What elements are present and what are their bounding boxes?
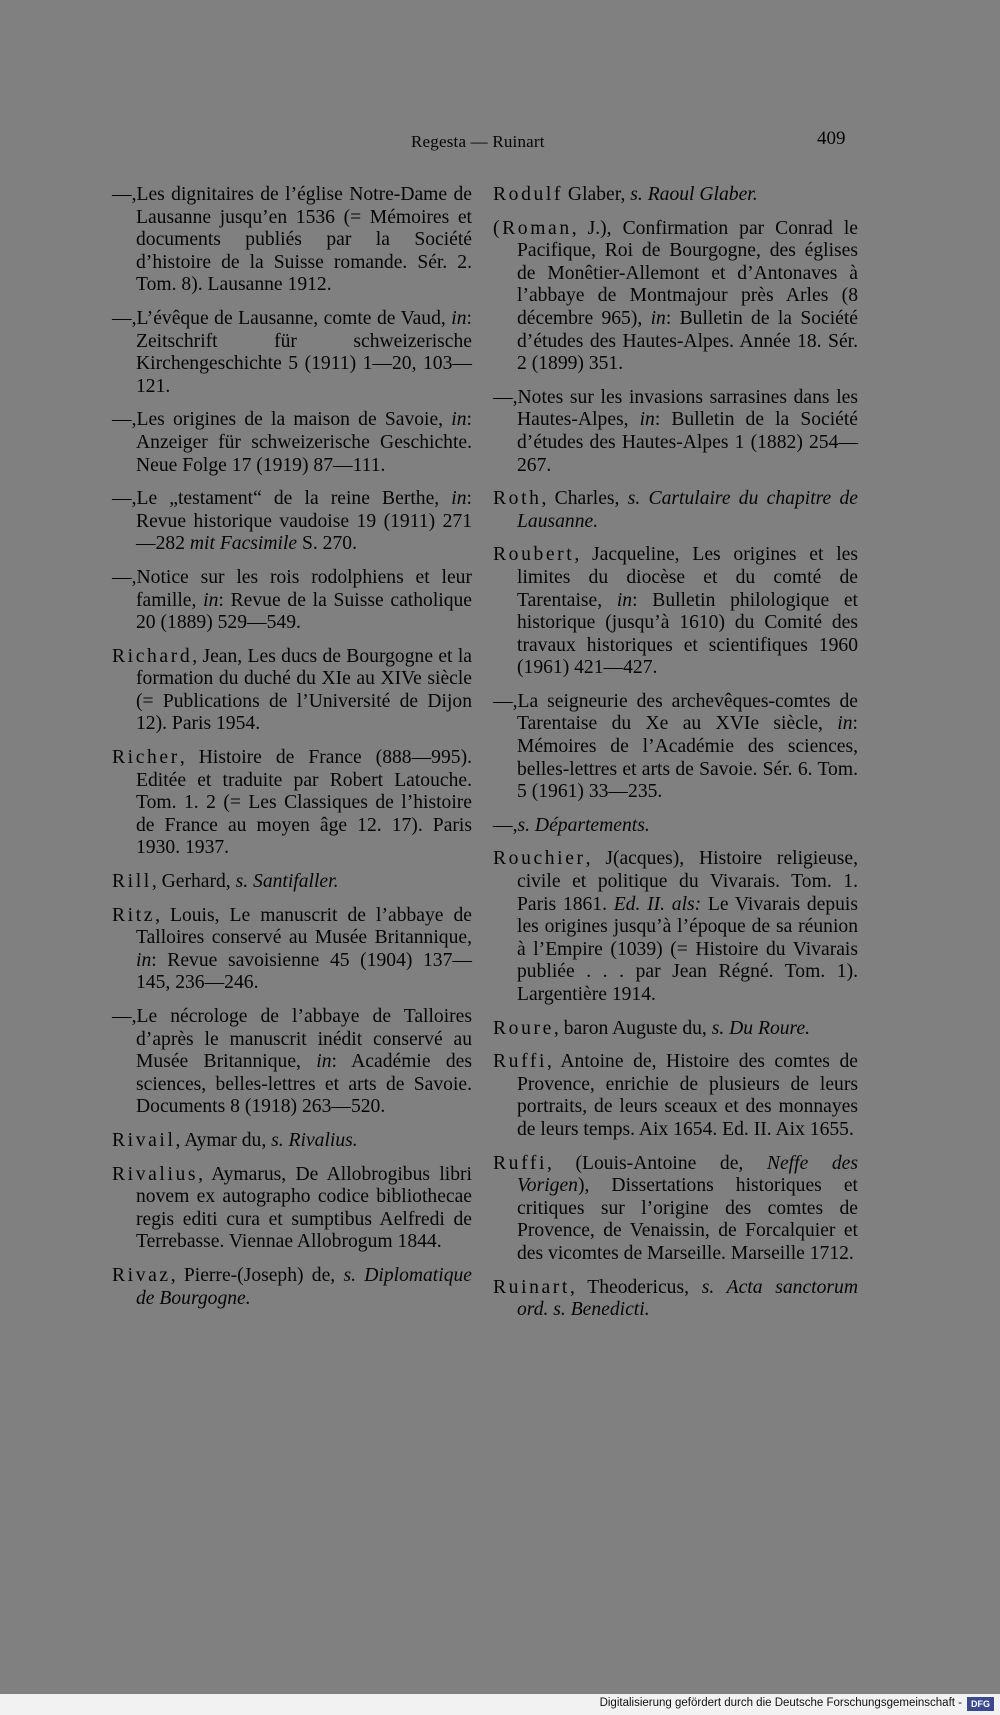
entry-text-italic: in xyxy=(616,589,633,611)
running-head: Regesta — Ruinart xyxy=(411,132,545,151)
entry-text: Le „testament“ de la reine Berthe, xyxy=(136,488,452,510)
entry-text-italic: in xyxy=(451,409,467,431)
entry-author: Roth xyxy=(493,488,542,510)
bibliography-entry xyxy=(112,567,472,635)
entry-text-italic: in xyxy=(451,488,467,510)
entry-text-italic: in xyxy=(650,307,666,329)
entry-author: Rodulf xyxy=(493,184,564,205)
entry-text: ), Dissertations historiques et critiques sur l’origine des comtes de Provence, de Venaissin, de Forcalquier et des vicomtes de Marseille. Marseille 1712. xyxy=(517,1175,858,1264)
entry-author: Ruffi xyxy=(493,1051,548,1073)
bibliography-entry xyxy=(493,1018,858,1041)
entry-text: , Jacqueline, Les origines et les limites du diocèse et du comté de Tarentaise, xyxy=(517,544,858,611)
entry-ditto-dash: —, xyxy=(112,566,137,588)
bibliography-entry xyxy=(112,488,472,556)
entry-text: , (Louis-Antoine de, xyxy=(547,1152,767,1174)
entry-text: , Theodericus, xyxy=(569,1276,702,1298)
bibliography-entry xyxy=(112,1006,472,1119)
entry-author: Richer xyxy=(112,747,180,769)
bibliography-entry xyxy=(493,1051,858,1141)
entry-author: (Roman xyxy=(493,217,572,239)
entry-text-italic: s. Raoul Glaber. xyxy=(630,184,758,205)
entry-ditto-dash: —, xyxy=(112,307,137,329)
entry-ditto-dash: —, xyxy=(493,386,518,408)
entry-text-italic: in xyxy=(203,589,219,611)
bibliography-entry xyxy=(112,308,472,398)
entry-text-italic: in xyxy=(451,307,467,329)
entry-author: Roubert xyxy=(493,544,575,566)
entry-ditto-dash: —, xyxy=(493,814,518,836)
entry-text-italic: Neffe des Vorigen xyxy=(517,1152,858,1197)
entry-text-italic: s. Cartulaire du chapitre de Lausanne. xyxy=(517,488,858,532)
bibliography-entry xyxy=(112,184,472,297)
footer-bar xyxy=(0,1694,1000,1715)
entry-text: Les dignitaires de l’église Notre-Dame de Lausanne jusqu’en 1536 (= Mémoires et documents publiés par la Société d’histoire de la Suisse romande. Sér. 2. Tom. 8). Lausanne 1912. xyxy=(136,184,472,296)
bibliography-entry xyxy=(493,218,858,376)
entry-text: , baron Auguste du, xyxy=(553,1017,712,1039)
dfg-logo: DFG xyxy=(967,1697,994,1711)
entry-text: : Académie des sciences, belles-lettres et arts de Savoie. Documents 8 (1918) 263—520. xyxy=(136,1051,472,1118)
entry-author: Ruffi xyxy=(493,1152,548,1174)
entry-text-italic: s. Diplomatique de Bourgogne. xyxy=(136,1264,472,1309)
entry-text: , Aymarus, De Allobrogibus libri novem ex autographo codice bibliothecae regis editi cura et sumptibus Aelfredi de Terrebasse. Viennae Allobrogum 1844. xyxy=(136,1163,472,1253)
bibliography-entry xyxy=(493,691,858,804)
entry-author: Roure xyxy=(493,1017,554,1039)
entry-author: Ritz xyxy=(112,904,156,926)
entry-text: , Jean, Les ducs de Bourgogne et la formation du duché du XIe au XIVe siècle (= Publications de l’Université de Dijon 12). Paris 1954. xyxy=(136,645,472,735)
bibliography-entry xyxy=(112,871,472,894)
entry-author: Rivaz xyxy=(112,1264,171,1286)
entry-text: , J.), Confirmation par Conrad le Pacifique, Roi de Bourgogne, des églises de Monêtier-Allemont et d’Antonaves à l’abbaye de Montmajour près Arles (8 décembre 965), xyxy=(517,217,858,329)
entry-author: Rouchier xyxy=(493,848,586,870)
entry-text-italic: s. Départements. xyxy=(517,814,650,836)
bibliography-entry xyxy=(493,488,858,533)
bibliography-entry xyxy=(112,1265,472,1310)
entry-text: Le Vivarais depuis les origines jusqu’à l’époque de sa réunion à l’Empire (1039) (= Histoire du Vivarais publiée . . . par Jean Régné. Tom. 1). Largentière 1914. xyxy=(517,893,858,1005)
entry-text-italic: in xyxy=(136,949,152,971)
entry-text-italic: Ed. II. als: xyxy=(613,893,702,915)
entry-text: : Revue savoisienne 45 (1904) 137—145, 236—246. xyxy=(136,949,472,994)
entry-text: : Mémoires de l’Académie des sciences, belles-lettres et arts de Savoie. Sér. 6. Tom. 5 (1961) 33—235. xyxy=(517,713,858,803)
entry-ditto-dash: —, xyxy=(112,488,137,510)
entry-text-italic: s. Du Roure. xyxy=(711,1017,811,1039)
entry-text: Notes sur les invasions sarrasines dans les Hautes-Alpes, xyxy=(517,386,858,431)
entry-text-italic: mit Facsimile xyxy=(189,533,298,555)
entry-text: , Gerhard, xyxy=(151,871,236,893)
entry-ditto-dash: —, xyxy=(112,184,137,205)
entry-text: Les origines de la maison de Savoie, xyxy=(136,409,452,431)
entry-text: S. 270. xyxy=(297,533,357,555)
bibliography-entry xyxy=(112,905,472,995)
bibliography-entry xyxy=(493,544,858,680)
bibliography-entry xyxy=(112,409,472,477)
entry-text-italic: in xyxy=(837,713,853,735)
entry-author: Rill xyxy=(112,871,152,893)
bibliography-entry xyxy=(112,747,472,860)
left-column xyxy=(112,184,472,1321)
entry-text: L’évêque de Lausanne, comte de Vaud, xyxy=(136,307,452,329)
bibliography-entry xyxy=(493,184,858,207)
entry-author: Rivail xyxy=(112,1129,176,1151)
entry-text: , Charles, xyxy=(541,488,628,510)
entry-ditto-dash: —, xyxy=(112,1006,137,1027)
right-column xyxy=(493,184,858,1333)
entry-text-italic: in xyxy=(316,1051,332,1073)
entry-text: : Bulletin philologique et historique (jusqu’à 1610) du Comité des travaux historiques et scientifiques 1960 (1961) 421—427. xyxy=(517,589,858,679)
entry-text-italic: s. Acta sanctorum ord. s. Benedicti. xyxy=(517,1276,858,1321)
footer-credit: Digitalisierung gefördert durch die Deutsche Forschungsgemeinschaft - xyxy=(599,1697,962,1709)
entry-text: , Pierre-(Joseph) de, xyxy=(170,1264,344,1286)
bibliography-entry xyxy=(493,387,858,477)
entry-text: : Revue de la Suisse catholique 20 (1889) 529—549. xyxy=(136,589,472,634)
bibliography-entry xyxy=(112,1130,472,1153)
bibliography-entry xyxy=(112,1164,472,1254)
entry-text: Glaber, xyxy=(563,184,631,205)
bibliography-entry xyxy=(112,646,472,736)
entry-text: : Bulletin de la Société d’études des Hautes-Alpes. Année 18. Sér. 2 (1899) 351. xyxy=(517,307,858,375)
page-header xyxy=(0,128,1000,158)
entry-text: , Aymar du, xyxy=(175,1129,272,1151)
bibliography-entry xyxy=(493,1277,858,1322)
entry-text: : Anzeiger für schweizerische Geschichte. Neue Folge 17 (1919) 87—111. xyxy=(136,409,472,476)
entry-author: Richard xyxy=(112,645,193,667)
entry-text: La seigneurie des archevêques-comtes de Tarentaise du Xe au XVIe siècle, xyxy=(517,690,858,735)
page-number: 409 xyxy=(817,128,846,149)
entry-text-italic: in xyxy=(639,409,655,431)
entry-text: Notice sur les rois rodolphiens et leur famille, xyxy=(136,566,472,611)
entry-ditto-dash: —, xyxy=(112,409,137,431)
entry-author: Rivalius xyxy=(112,1163,199,1185)
entry-text: : Bulletin de la Société d’études des Hautes-Alpes 1 (1882) 254—267. xyxy=(517,409,858,476)
entry-text-italic: s. Rivalius. xyxy=(271,1129,358,1151)
entry-text: , Histoire de France (888—995). Editée et traduite par Robert Latouche. Tom. 1. 2 (= Les Classiques de l’histoire de France au moyen âge 12. 17). Paris 1930. 1937. xyxy=(136,747,472,859)
entry-ditto-dash: —, xyxy=(493,690,518,712)
entry-text: : Revue historique vaudoise 19 (1911) 271—282 xyxy=(136,488,472,555)
entry-text: , J(acques), Histoire religieuse, civile et politique du Vivarais. Tom. 1. Paris 1861. xyxy=(517,848,858,915)
entry-text-italic: s. Santifaller. xyxy=(235,871,339,893)
entry-text: , Antoine de, Histoire des comtes de Provence, enrichie de plusieurs de leurs portraits, de leurs sceaux et des monnayes de leurs temps. Aix 1654. Ed. II. Aix 1655. xyxy=(517,1051,858,1140)
bibliography-entry xyxy=(493,848,858,1006)
bibliography-entry xyxy=(493,815,858,838)
entry-text: Le nécrologe de l’abbaye de Talloires d’après le manuscrit inédit conservé au Musée Britannique, xyxy=(136,1006,472,1073)
entry-text: , Louis, Le manuscrit de l’abbaye de Talloires conservé au Musée Britannique, xyxy=(136,904,472,949)
entry-text: : Zeitschrift für schweizerische Kirchengeschichte 5 (1911) 1—20, 103—121. xyxy=(136,307,472,397)
entry-author: Ruinart xyxy=(493,1276,570,1298)
bibliography-entry xyxy=(493,1153,858,1266)
